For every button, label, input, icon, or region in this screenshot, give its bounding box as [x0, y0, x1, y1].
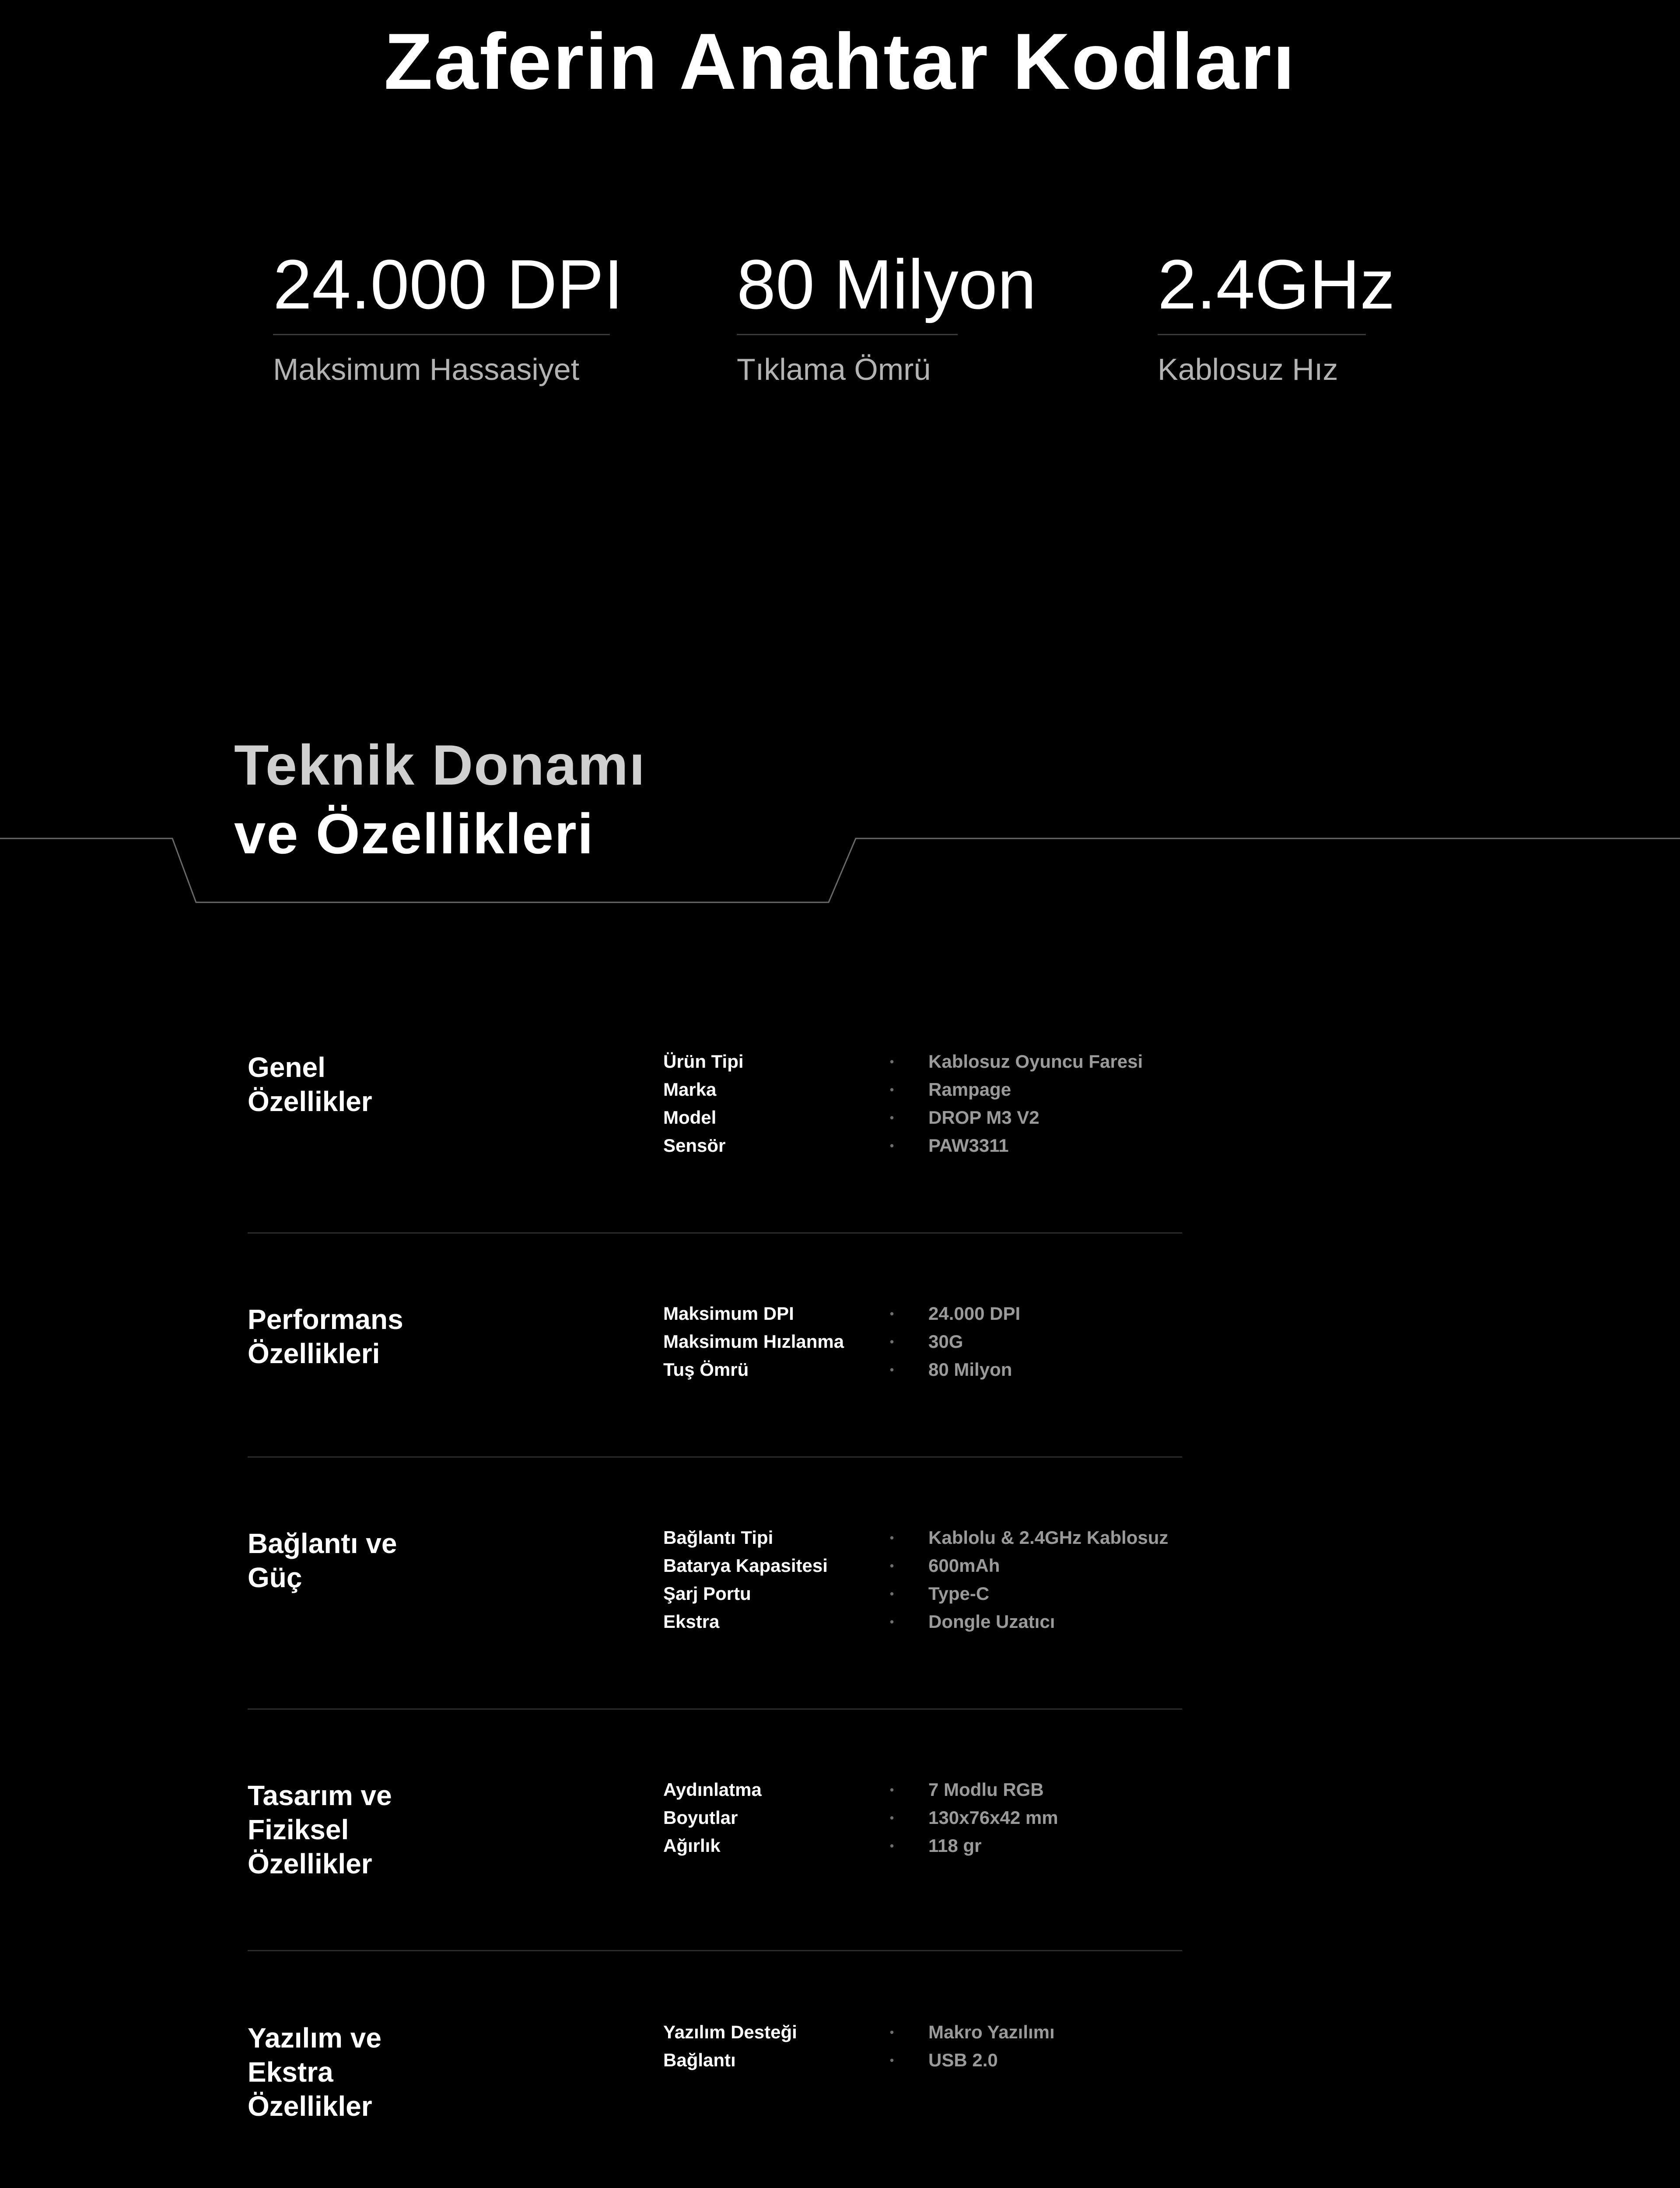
- spec-value: DROP M3 V2: [928, 1107, 1040, 1128]
- spec-group-title: [248, 2021, 493, 2123]
- spec-row: [663, 1804, 1184, 1832]
- bullet-icon: •: [890, 1335, 894, 1348]
- spec-value: 30G: [928, 1331, 963, 1352]
- spec-value: 80 Milyon: [928, 1359, 1012, 1380]
- spec-value: Rampage: [928, 1079, 1012, 1100]
- spec-row: [663, 1300, 1184, 1328]
- spec-row: [663, 1132, 1184, 1160]
- spec-row: [663, 1104, 1184, 1132]
- stat-divider: [737, 334, 958, 335]
- bullet-icon: •: [890, 2054, 894, 2067]
- spec-group-title: [248, 1302, 493, 1371]
- spec-group-title-line: Özellikleri: [248, 1338, 380, 1369]
- spec-group-title-line: Güç: [248, 1562, 302, 1593]
- spec-group-title-line: Tasarım ve: [248, 1780, 392, 1811]
- spec-key: Tuş Ömrü: [663, 1359, 749, 1380]
- spec-group-general: [248, 1050, 1182, 1234]
- spec-value: Type-C: [928, 1583, 990, 1604]
- spec-value: Kablosuz Oyuncu Faresi: [928, 1051, 1143, 1072]
- spec-value: 600mAh: [928, 1555, 1000, 1576]
- bullet-icon: •: [890, 1055, 894, 1068]
- stat-value: 24.000 DPI: [273, 245, 623, 323]
- spec-value: 118 gr: [928, 1835, 982, 1856]
- spec-key: Maksimum DPI: [663, 1303, 794, 1324]
- spec-group-title-line: Yazılım ve: [248, 2022, 382, 2054]
- spec-rows: [663, 1300, 1184, 1384]
- spec-group-connectivity-power: [248, 1526, 1182, 1710]
- spec-group-title: [248, 1526, 493, 1595]
- spec-key: Bağlantı Tipi: [663, 1527, 774, 1548]
- spec-key: Ağırlık: [663, 1835, 721, 1856]
- spec-value: 24.000 DPI: [928, 1303, 1021, 1324]
- bullet-icon: •: [890, 2026, 894, 2039]
- spec-key: Sensör: [663, 1135, 726, 1156]
- stat-label: Maksimum Hassasiyet: [273, 352, 580, 386]
- stat-value: 2.4GHz: [1158, 245, 1395, 323]
- spec-row: [663, 1328, 1184, 1356]
- spec-rows: [663, 1048, 1184, 1160]
- spec-group-title-line: Özellikler: [248, 1086, 372, 1117]
- spec-group-title-line: Özellikler: [248, 1848, 372, 1879]
- bullet-icon: •: [890, 1587, 894, 1600]
- spec-key: Ekstra: [663, 1611, 720, 1632]
- spec-row: [663, 1608, 1184, 1636]
- bullet-icon: •: [890, 1811, 894, 1824]
- spec-row: [663, 2046, 1184, 2074]
- spec-row: [663, 1832, 1184, 1860]
- spec-value: Dongle Uzatıcı: [928, 1611, 1055, 1632]
- bullet-icon: •: [890, 1307, 894, 1320]
- spec-group-title-line: Özellikler: [248, 2090, 372, 2122]
- bullet-icon: •: [890, 1615, 894, 1628]
- bullet-icon: •: [890, 1139, 894, 1152]
- bullet-icon: •: [890, 1531, 894, 1544]
- spec-key: Aydınlatma: [663, 1779, 762, 1800]
- stat-divider: [1158, 334, 1366, 335]
- spec-row: [663, 1076, 1184, 1104]
- spec-key: Marka: [663, 1079, 717, 1100]
- spec-row: [663, 1552, 1184, 1580]
- spec-rows: [663, 1524, 1184, 1636]
- spec-key: Bağlantı: [663, 2050, 736, 2070]
- bullet-icon: •: [890, 1363, 894, 1376]
- spec-key: Boyutlar: [663, 1807, 738, 1828]
- stat-value: 80 Milyon: [737, 245, 1036, 323]
- spec-row: [663, 1356, 1184, 1384]
- bullet-icon: •: [890, 1839, 894, 1852]
- specs-heading-line-2: ve Özellikleri: [234, 802, 594, 866]
- spec-row: [663, 1776, 1184, 1804]
- spec-group-title: [248, 1050, 493, 1119]
- bullet-icon: •: [890, 1783, 894, 1796]
- spec-key: Model: [663, 1107, 717, 1128]
- spec-value: Kablolu & 2.4GHz Kablosuz: [928, 1527, 1169, 1548]
- spec-group-design-physical: [248, 1778, 1182, 1951]
- spec-key: Yazılım Desteği: [663, 2022, 797, 2042]
- spec-row: [663, 1048, 1184, 1076]
- spec-group-software-extras: [248, 2021, 1182, 2152]
- stat-label: Tıklama Ömrü: [737, 352, 931, 386]
- spec-key: Ürün Tipi: [663, 1051, 744, 1072]
- spec-key: Maksimum Hızlanma: [663, 1331, 844, 1352]
- spec-group-performance: [248, 1302, 1182, 1458]
- stat-wireless-speed: [1158, 243, 1395, 388]
- spec-value: PAW3311: [928, 1135, 1009, 1156]
- spec-key: Şarj Portu: [663, 1583, 751, 1604]
- spec-row: [663, 1524, 1184, 1552]
- spec-group-title-line: Bağlantı ve: [248, 1528, 397, 1559]
- spec-value: 130x76x42 mm: [928, 1807, 1058, 1828]
- bullet-icon: •: [890, 1111, 894, 1124]
- spec-value: 7 Modlu RGB: [928, 1779, 1044, 1800]
- spec-group-title: [248, 1778, 493, 1881]
- spec-group-title-line: Genel: [248, 1052, 326, 1083]
- spec-group-title-line: Fiziksel: [248, 1814, 349, 1845]
- spec-row: [663, 1580, 1184, 1608]
- stat-click-life: [737, 243, 1036, 388]
- bullet-icon: •: [890, 1559, 894, 1572]
- spec-rows: [663, 2018, 1184, 2074]
- spec-group-title-line: Performans: [248, 1304, 403, 1335]
- stat-label: Kablosuz Hız: [1158, 352, 1338, 386]
- spec-row: [663, 2018, 1184, 2046]
- stat-divider: [273, 334, 610, 335]
- specs-heading-line-1: Teknik Donamı: [234, 733, 646, 797]
- bullet-icon: •: [890, 1083, 894, 1096]
- spec-group-title-line: Ekstra: [248, 2056, 333, 2088]
- heading-notch-divider: [0, 831, 1680, 910]
- spec-rows: [663, 1776, 1184, 1860]
- hero-title: Zaferin Anahtar Kodları: [384, 17, 1296, 106]
- spec-value: USB 2.0: [928, 2050, 998, 2070]
- stat-max-sensitivity: [273, 243, 623, 388]
- spec-key: Batarya Kapasitesi: [663, 1555, 828, 1576]
- spec-value: Makro Yazılımı: [928, 2022, 1055, 2042]
